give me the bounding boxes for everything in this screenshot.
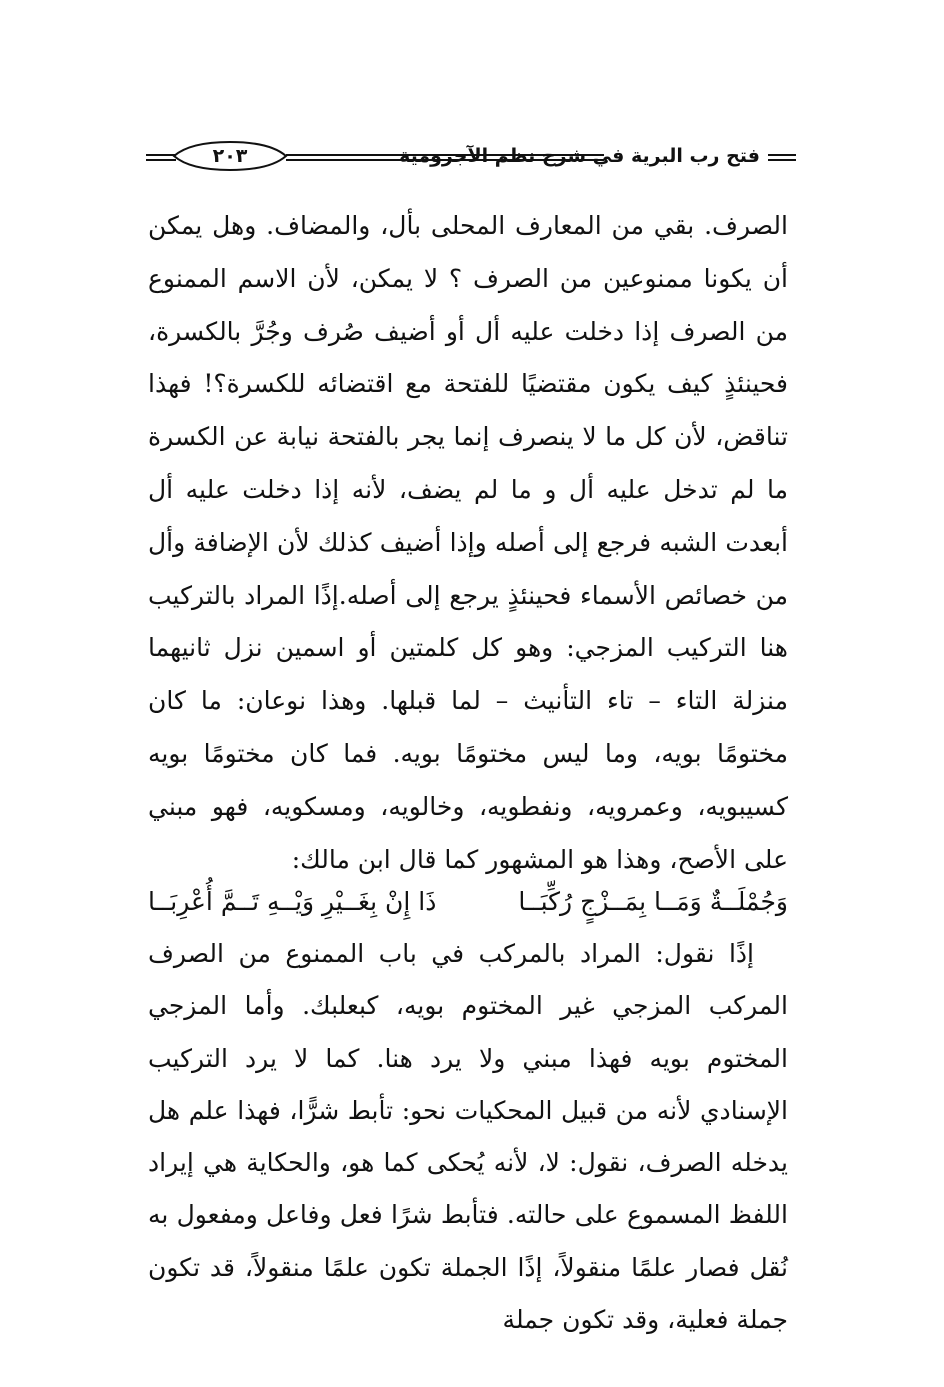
page-number-badge	[170, 140, 290, 172]
paragraph-1: الصرف. بقي من المعارف المحلى بأل، والمضاف. وهل يمكن أن يكونا ممنوعين من الصرف ؟ لا يمكن، لأن الاسم الممنوع من الصرف إذا دخلت عليه أل أو أضيف صُرف وجُرَّ بالكسرة، فحينئذٍ كيف يكون مقتضيًا للفتحة مع اقتضائه للكسرة؟! فهذا تناقض، لأن كل ما لا ينصرف إنما يجر بالفتحة نيابة عن الكسرة ما لم تدخل عليه أل و ما لم يضف، لأنه إذا دخلت عليه أل أبعدت الشبه فرجع إلى أصله وإذا أضيف كذلك لأن الإضافة وأل من خصائص الأسماء فحينئذٍ يرجع إلى أصله.إذًا المراد بالتركيب هنا التركيب المزجي: وهو كل كلمتين أو اسمين نزل ثانيهما منزلة التاء – تاء التأنيث – لما قبلها. وهذا نوعان: ما كان مختومًا بويه، وما ليس مختومًا بويه. فما كان مختومًا بويه كسيبويه، وعمرويه، ونفطويه، وخالويه، ومسكويه، فهو مبني على الأصح، وهذا هو المشهور كما قال ابن مالك:	[148, 211, 788, 874]
main-paragraph	[148, 200, 788, 886]
header-rule-middle	[286, 154, 604, 161]
verse-second-hemistich: ذَا إِنْ بِغَــيْرِ وَيْــهِ تَــمَّ أُعْرِبَــا	[148, 887, 437, 916]
page-number: ٢٠٣	[212, 145, 248, 167]
running-header	[146, 140, 796, 176]
second-paragraph-block	[148, 928, 788, 1346]
verse-first-hemistich: وَجُمْلَــةٌ وَمَــا بِمَــزْجٍ رُكِّبَــا	[518, 887, 788, 916]
poetry-verse	[148, 876, 788, 928]
book-title: فتح رب البرية في شرح نظم الآجرومية	[399, 145, 760, 167]
header-rule-right	[768, 154, 796, 161]
paragraph-2: إذًا نقول: المراد بالمركب في باب الممنوع من الصرف المركب المزجي غير المختوم بويه، كبعلبك. وأما المزجي المختوم بويه فهذا مبني ولا يرد هنا. كما لا يرد التركيب الإسنادي لأنه من قبيل المحكيات نحو: تأبط شرًّا، فهذا علم هل يدخله الصرف، نقول: لا، لأنه يُحكى كما هو، والحكاية هي إيراد اللفظ المسموع على حالته. فتأبط شرًا فعل وفاعل ومفعول به نُقل فصار علمًا منقولاً، إذًا الجملة تكون علمًا منقولاً، قد تكون جملة فعلية، وقد تكون جملة	[148, 939, 788, 1335]
header-rule-left	[146, 154, 176, 161]
